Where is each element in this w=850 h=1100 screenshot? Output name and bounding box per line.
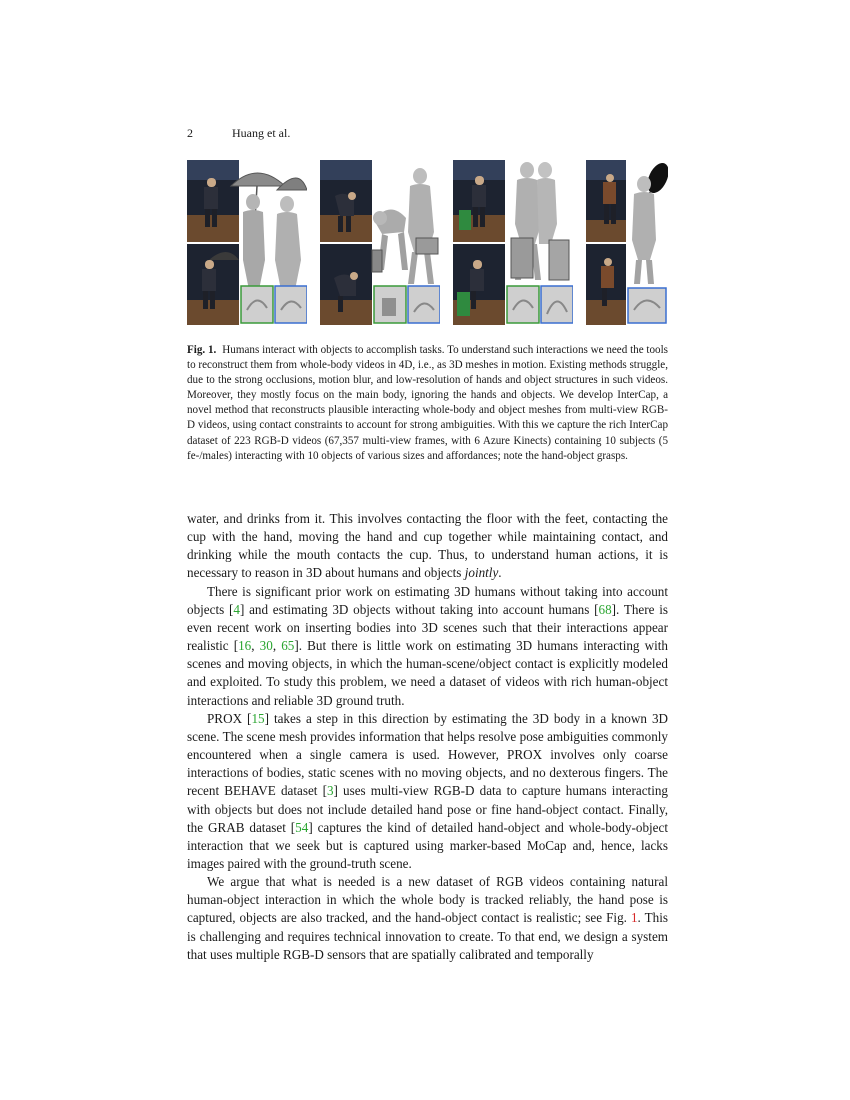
figure-panel-umbrella — [187, 160, 307, 325]
figure-ref-link[interactable]: 1 — [630, 910, 638, 926]
citation-link[interactable]: 54 — [295, 819, 309, 835]
body-text — [187, 510, 668, 964]
paragraph-2: There is significant prior work on estimating 3D humans without taking into account objects [4] and estimating 3D objects without taking into account humans [68]. There is even recent work on inserting bodies into 3D scenes such that their interactions appear realistic [16, 30, 65]. But there is little work on estimating 3D humans interacting with scenes and moving objects, in which the human-scene/object contact is explicitly modeled and exploited. To study this problem, we need a dataset of videos with rich human-object interactions and reliable 3D ground truth. — [187, 583, 668, 708]
citation-link[interactable]: 65 — [281, 638, 295, 654]
figure-panel-suitcase — [453, 160, 573, 325]
paragraph-1: water, and drinks from it. This involves contacting the floor with the feet, contacting the cup with the hand, moving the hand and cup together while maintaining contact, and drinking while the mouth contacts the cup. Thus, to understand human actions, it is necessary to reason in 3D about humans and objects jointly. — [187, 511, 668, 581]
citation-link[interactable]: 4 — [233, 601, 240, 617]
citation-link[interactable]: 68 — [598, 601, 612, 617]
running-head-authors: Huang et al. — [232, 126, 291, 140]
citation-link[interactable]: 30 — [259, 638, 273, 654]
figure-caption-label: Fig. 1. — [187, 344, 217, 356]
figure-caption-text: Humans interact with objects to accomplish tasks. To understand such interactions we need the tools to reconstruct them from whole-body videos in 4D, i.e., as 3D meshes in motion. Existing methods struggle, due to the strong occlusions, motion blur, and low-resolution of hands and object structures in such videos. Moreover, they mostly focus on the main body, ignoring the hands and objects. We develop InterCap, a novel method that reconstructs plausible interacting whole-body and object meshes from multi-view RGB-D videos, using contact constraints to account for strong ambiguities. With this we capture the rich InterCap dataset of 223 RGB-D videos (67,357 multi-view frames, with 6 Azure Kinects) containing 10 subjects (5 fe-/males) interacting with 10 objects of various sizes and affordances; note the hand-object grasps. — [187, 344, 668, 462]
citation-link[interactable]: 15 — [251, 710, 265, 726]
figure-panel-racket — [586, 160, 668, 325]
figure-caption — [187, 343, 668, 464]
figure-1-image-strip — [187, 160, 668, 325]
citation-link[interactable]: 16 — [238, 638, 252, 654]
page-number: 2 — [187, 126, 193, 140]
running-head — [187, 126, 290, 140]
citation-link[interactable]: 3 — [326, 783, 334, 799]
figure-panel-bending — [320, 160, 440, 325]
paragraph-4: We argue that what is needed is a new dataset of RGB videos containing natural human-object interaction in which the whole body is tracked reliably, the hand pose is captured, objects are also tracked, and the hand-object contact is realistic; see Fig. 1. This is challenging and requires technical innovation to create. To that end, we design a system that uses multiple RGB-D sensors that are spatially calibrated and temporally — [187, 874, 668, 962]
paragraph-3: PROX [15] takes a step in this direction by estimating the 3D body in a known 3D scene. The scene mesh provides information that helps resolve pose ambiguities commonly encountered when a single camera is used. However, PROX involves only coarse interactions of bodies, static scenes with no moving objects, and no dexterous fingers. The recent BEHAVE dataset [3] uses multi-view RGB-D data to capture humans interacting with objects but does not include detailed hand pose or fine hand-object contact. Finally, the GRAB dataset [54] captures the kind of detailed hand-object and whole-body-object interaction that we seek but is captured using marker-based MoCap and, hence, lacks images paired with the ground-truth scene. — [187, 710, 669, 871]
